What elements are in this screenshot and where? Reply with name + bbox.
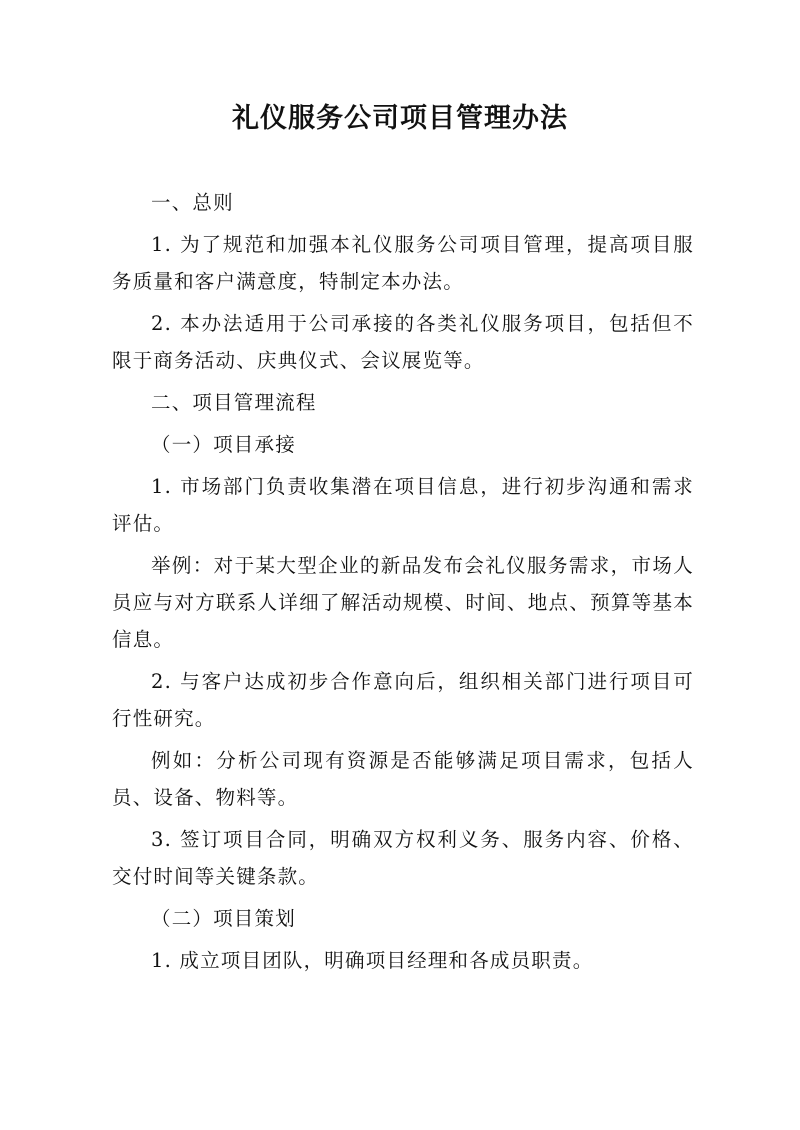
paragraph: 3. 签订项目合同，明确双方权利义务、服务内容、价格、交付时间等关键条款。: [112, 828, 694, 888]
paragraph: 2. 与客户达成初步合作意向后，组织相关部门进行项目可行性研究。: [112, 670, 694, 730]
example-paragraph: 例如：分析公司现有资源是否能够满足项目需求，包括人员、设备、物料等。: [112, 749, 694, 809]
paragraph: 1. 市场部门负责收集潜在项目信息，进行初步沟通和需求评估。: [112, 475, 694, 535]
example-paragraph: 举例：对于某大型企业的新品发布会礼仪服务需求，市场人员应与对方联系人详细了解活动规模、时间、地点、预算等基本信息。: [112, 554, 694, 651]
document-title: 礼仪服务公司项目管理办法: [232, 103, 568, 134]
subsection-heading-undertaking: （一）项目承接: [151, 433, 296, 456]
section-heading-process: 二、项目管理流程: [151, 391, 317, 414]
subsection-heading-planning: （二）项目策划: [151, 907, 296, 930]
paragraph: 2. 本办法适用于公司承接的各类礼仪服务项目，包括但不限于商务活动、庆典仪式、会议展览等。: [112, 312, 694, 372]
document-body: [112, 184, 694, 984]
paragraph: 1. 为了规范和加强本礼仪服务公司项目管理，提高项目服务质量和客户满意度，特制定本办法。: [112, 233, 694, 293]
section-heading-general: 一、总则: [151, 191, 234, 214]
paragraph: 1. 成立项目团队，明确项目经理和各成员职责。: [151, 949, 594, 972]
